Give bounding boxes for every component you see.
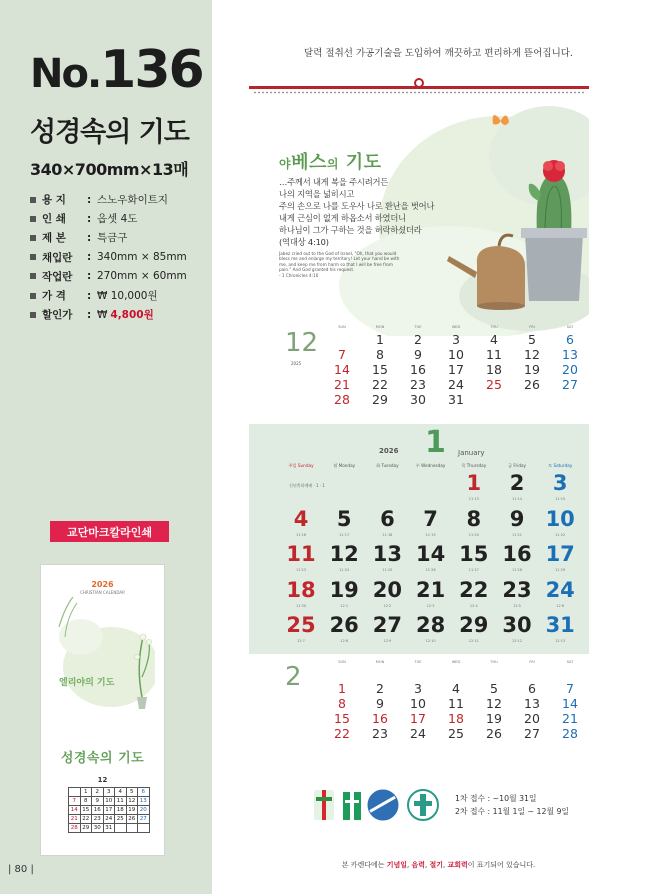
day-cell: 13 (524, 696, 540, 711)
prayer-english-line: pain." And God granted his request. (279, 267, 355, 273)
prayer-line: 주의 손으로 나를 도우사 나로 환난을 벗어나 (279, 201, 435, 212)
holiday-note: 신년축하예배 · 1 · 1 (289, 483, 325, 488)
day-cell: 3 (552, 471, 568, 495)
thumbnail-day-cell: 6 (138, 788, 150, 797)
spec-label: 할인가 (42, 309, 73, 322)
lunar-date: 12·9 (383, 639, 392, 643)
perforation-line (253, 91, 585, 94)
day-cell: 1 (466, 471, 482, 495)
thumbnail-day-cell: 17 (103, 806, 115, 815)
day-cell: 14 (415, 542, 446, 566)
day-cell: 21 (415, 577, 446, 602)
prayer-line: …주께서 내게 복을 주시려거든 (279, 177, 389, 187)
day-cell: 30 (410, 392, 426, 407)
day-cell: 24 (545, 577, 575, 602)
day-cell: 13 (372, 542, 402, 566)
spec-label: 인 쇄 (42, 213, 66, 226)
prayer-english-line: Jabez cried out to the God of Israel, "Oh, that you would (279, 250, 397, 256)
spec-value: 340mm × 85mm (97, 251, 187, 264)
lunar-date: 11·13 (468, 497, 479, 501)
day-cell: 31 (545, 613, 575, 637)
day-cell: 17 (448, 362, 464, 377)
prev-month-year: 2025 (291, 361, 302, 366)
day-cell: 2 (414, 332, 422, 347)
day-cell: 12 (524, 347, 540, 362)
spec-list (30, 190, 210, 324)
day-cell: 27 (372, 613, 402, 637)
prayer-line: 나의 지역을 넓히시고 (279, 189, 355, 200)
calendar-footnote: 본 카렌다에는 기념일, 음력, 절기, 교회력이 표기되어 있습니다. (341, 861, 536, 869)
thumbnail-day-cell: 10 (103, 797, 115, 806)
day-cell: 8 (376, 347, 384, 362)
prayer-english-line: bless me and enlarge my territory! Let your hand be with (279, 256, 400, 262)
day-cell: 26 (329, 613, 359, 637)
day-cell: 3 (452, 332, 460, 347)
lunar-date: 11·19 (425, 532, 436, 537)
day-cell: 12 (329, 542, 359, 566)
lunar-date: 12·6 (556, 603, 565, 608)
thumbnail-day-cell: 7 (69, 797, 81, 806)
weekday-label: WED (451, 325, 461, 329)
product-name: 성경속의 기도 (30, 117, 189, 148)
day-cell: 27 (524, 726, 540, 741)
thumbnail-day-cell: 13 (138, 797, 150, 806)
day-cell: 1 (376, 332, 384, 347)
day-cell: 9 (509, 506, 525, 531)
spec-value: ₩ (97, 308, 108, 321)
day-cell: 15 (334, 711, 350, 726)
day-cell: 18 (448, 711, 464, 726)
spec-label: 제 본 (42, 232, 66, 245)
day-cell: 4 (293, 506, 309, 531)
thumbnail-day-cell: 24 (103, 815, 115, 824)
day-cell: 4 (452, 681, 460, 696)
day-cell: 19 (486, 711, 502, 726)
thumbnail-day-cell: 1 (80, 788, 92, 797)
lunar-date: 11·26 (425, 568, 436, 572)
weekday-label: TUE (414, 660, 422, 664)
lunar-date: 11·30 (295, 603, 307, 608)
thumbnail-month: 12 (97, 776, 108, 784)
day-cell: 31 (448, 392, 464, 407)
day-cell: 20 (524, 711, 540, 726)
weekday-header: 월 Monday (333, 463, 356, 468)
bullet-square-icon (30, 273, 36, 279)
bullet-square-icon (30, 235, 36, 241)
spec-label: 가 격 (42, 290, 66, 303)
day-cell: 24 (448, 377, 464, 392)
day-cell: 10 (448, 347, 464, 362)
weekday-header: 목 Thursday (461, 463, 487, 468)
lunar-date: 12·2 (383, 603, 392, 608)
lunar-date: 12·4 (469, 603, 478, 608)
thumbnail-day-cell: 8 (80, 797, 92, 806)
day-cell: 2 (376, 681, 384, 696)
spec-separator: : (87, 308, 92, 321)
day-cell: 3 (414, 681, 422, 696)
day-cell: 27 (562, 377, 578, 392)
thumbnail-day-cell: 31 (103, 824, 115, 833)
lunar-date: 12·1 (340, 603, 349, 608)
thumbnail-day-cell: 19 (126, 806, 138, 815)
prayer-line: 내게 근심이 없게 하옵소서 하였더니 (279, 213, 406, 224)
thumbnail-day-cell: 2 (92, 788, 104, 797)
weekday-label: TUE (414, 325, 422, 329)
prayer-english-line: - 1 Chronicles 4:10 (279, 272, 319, 278)
spec-label: 작업란 (42, 270, 73, 283)
lunar-date: 11·20 (468, 532, 479, 537)
thumbnail-day-cell (126, 824, 138, 833)
thumbnail-week-row (69, 815, 150, 824)
day-cell: 8 (466, 506, 482, 531)
day-cell: 28 (415, 613, 446, 637)
spec-separator: : (87, 289, 92, 302)
day-cell: 15 (459, 542, 489, 566)
thumbnail-week-row (69, 806, 150, 815)
weekday-label: SUN (338, 660, 346, 664)
weekday-header: 토 Saturday (548, 463, 573, 468)
thumbnail-day-cell: 4 (115, 788, 127, 797)
bullet-square-icon (30, 312, 36, 318)
thumbnail-subtitle: CHRISTIAN CALENDAR (80, 590, 125, 595)
day-cell: 23 (372, 726, 388, 741)
day-cell: 11 (486, 347, 502, 362)
day-cell: 21 (562, 711, 578, 726)
day-cell: 15 (372, 362, 388, 377)
weekday-label: WED (451, 660, 461, 664)
lunar-date: 12·3 (426, 603, 435, 608)
main-month-number: 1 (425, 425, 446, 460)
day-cell: 11 (286, 542, 316, 566)
day-cell: 18 (286, 577, 316, 602)
order-schedule: 1차 접수 : ~10월 31일 2차 접수 : 11월 1일 ~ 12월 9일 (455, 794, 569, 816)
day-cell: 29 (459, 613, 489, 637)
weekday-label: MON (375, 660, 385, 664)
prayer-english (279, 251, 479, 279)
prayer-title: 야베스의 기도 (279, 152, 382, 173)
weekday-label: SUN (338, 325, 346, 329)
thumbnail-day-cell: 29 (80, 824, 92, 833)
intro-text: 달력 절취선 가공기술을 도입하여 깨끗하고 편리하게 뜯어집니다. (304, 48, 573, 59)
day-cell: 19 (524, 362, 540, 377)
bullet-square-icon (30, 216, 36, 222)
page-number: | 80 | (8, 864, 34, 875)
next-month-number: 2 (285, 662, 302, 692)
logo-globe-cross-icon (408, 790, 438, 820)
weekday-label: THU (490, 660, 498, 664)
thumbnail-week-row (69, 797, 150, 806)
spec-row (30, 305, 210, 324)
logo-cross-icon (314, 790, 334, 820)
weekday-label: SAT (566, 325, 574, 329)
thumbnail-day-cell (69, 788, 81, 797)
thumbnail-day-cell: 15 (80, 806, 92, 815)
prayer-line: (역대상 4:10) (279, 237, 329, 248)
logo-circle-icon (368, 790, 398, 820)
day-cell: 21 (334, 377, 350, 392)
weekday-label: MON (375, 325, 385, 329)
lunar-date: 11·28 (511, 568, 523, 572)
spec-row (30, 267, 210, 286)
thumbnail-week-row (69, 788, 150, 797)
lunar-date: 12·11 (468, 639, 479, 643)
day-cell: 7 (566, 681, 574, 696)
day-cell: 5 (528, 332, 536, 347)
day-cell: 28 (562, 726, 578, 741)
lunar-date: 11·21 (511, 532, 523, 537)
day-cell: 17 (545, 542, 575, 566)
spec-value: 스노우화이트지 (97, 194, 169, 207)
thumbnail-prayer-title: 엘리야의 기도 (59, 678, 115, 688)
thumbnail-day-cell: 5 (126, 788, 138, 797)
lunar-date: 11·22 (555, 532, 566, 537)
lunar-date: 11·29 (555, 568, 566, 572)
calendar-thumbnail (40, 564, 165, 856)
thumbnail-day-cell: 18 (115, 806, 127, 815)
lunar-date: 11·14 (511, 497, 523, 501)
spec-highlight: 4,800원 (110, 309, 154, 322)
thumbnail-month-grid (68, 787, 150, 833)
spec-row (30, 190, 210, 209)
spec-row (30, 248, 210, 267)
day-cell: 28 (334, 392, 350, 407)
thumbnail-week-row (69, 824, 150, 833)
next-month-calendar (249, 656, 589, 756)
day-cell: 11 (448, 696, 464, 711)
thumbnail-day-cell: 16 (92, 806, 104, 815)
lunar-date: 12·5 (513, 603, 521, 608)
day-cell: 22 (372, 377, 388, 392)
weekday-label: THU (490, 325, 498, 329)
lunar-date: 11·15 (555, 497, 566, 501)
lunar-date: 11·23 (295, 568, 307, 572)
day-cell: 25 (286, 613, 316, 637)
lunar-date: 11·24 (339, 568, 350, 572)
lunar-date: 12·7 (297, 639, 305, 643)
day-cell: 18 (486, 362, 502, 377)
day-cell: 10 (410, 696, 426, 711)
day-cell: 22 (334, 726, 350, 741)
thumbnail-day-cell: 3 (103, 788, 115, 797)
thumbnail-day-cell: 21 (69, 815, 81, 824)
day-cell: 13 (562, 347, 578, 362)
thumbnail-day-cell: 20 (138, 806, 150, 815)
weekday-header: 화 Tuesday (376, 463, 399, 468)
thumbnail-day-cell: 27 (138, 815, 150, 824)
lunar-date: 11·18 (382, 532, 393, 537)
spec-separator: : (87, 212, 92, 225)
thumbnail-day-cell: 14 (69, 806, 81, 815)
day-cell: 6 (566, 332, 574, 347)
product-info-panel (0, 0, 212, 894)
prev-month-number: 12 (285, 328, 319, 358)
day-cell: 2 (509, 471, 525, 495)
lunar-date: 12·8 (340, 639, 349, 643)
day-cell: 9 (376, 696, 384, 711)
day-cell: 7 (423, 506, 438, 531)
lunar-date: 12·13 (555, 639, 566, 643)
spec-separator: : (87, 231, 92, 244)
spec-label: 용 지 (42, 194, 66, 207)
thumbnail-day-cell: 22 (80, 815, 92, 824)
bullet-square-icon (30, 197, 36, 203)
day-cell: 26 (486, 726, 502, 741)
main-month-name: January (458, 449, 485, 457)
day-cell: 26 (524, 377, 540, 392)
bullet-square-icon (30, 254, 36, 260)
spec-value: 옵셋 4도 (97, 213, 138, 226)
model-number: No.136 (30, 40, 203, 100)
calendar-preview (249, 86, 589, 840)
product-size: 340×700mm×13매 (30, 160, 189, 179)
hanger-ring-icon (414, 78, 424, 88)
lunar-date: 11·25 (382, 568, 393, 572)
day-cell: 25 (486, 377, 502, 392)
artwork-section (249, 96, 589, 336)
day-cell: 19 (329, 577, 359, 602)
weekday-label: FRI (529, 660, 535, 664)
day-cell: 22 (459, 577, 489, 602)
spec-value: 270mm × 60mm (97, 270, 187, 283)
lunar-date: 12·10 (425, 639, 436, 643)
day-cell: 20 (562, 362, 578, 377)
lunar-date: 11·16 (295, 532, 307, 537)
logo-h-cross-icon (343, 790, 361, 820)
thumbnail-day-cell: 11 (115, 797, 127, 806)
day-cell: 10 (545, 506, 575, 531)
day-cell: 9 (414, 347, 422, 362)
prayer-text (279, 176, 479, 278)
brand-badge: 교단마크칼라인쇄 (50, 521, 169, 542)
day-cell: 6 (528, 681, 536, 696)
day-cell: 23 (410, 377, 426, 392)
main-month-calendar (249, 424, 589, 654)
thumbnail-day-cell: 30 (92, 824, 104, 833)
day-cell: 30 (502, 613, 532, 637)
thumbnail-plant-illustration (51, 597, 155, 717)
prev-month-calendar (249, 322, 589, 414)
lunar-date: 11·27 (468, 568, 479, 572)
spec-row (30, 209, 210, 228)
weekday-header: 수 Wednesday (415, 463, 446, 468)
spec-value: 특금구 (97, 232, 128, 245)
spec-row (30, 228, 210, 247)
day-cell: 14 (562, 696, 578, 711)
thumbnail-year: 2026 (91, 580, 114, 589)
thumbnail-day-cell: 9 (92, 797, 104, 806)
spec-row (30, 286, 210, 305)
denomination-logos (311, 786, 451, 822)
spec-separator: : (87, 193, 92, 206)
day-cell: 23 (502, 577, 532, 602)
thumbnail-day-cell: 28 (69, 824, 81, 833)
bullet-square-icon (30, 293, 36, 299)
day-cell: 16 (372, 711, 388, 726)
weekday-header: 주일 Sunday (288, 463, 314, 468)
day-cell: 16 (502, 542, 532, 566)
thumbnail-day-cell: 12 (126, 797, 138, 806)
lunar-date: 11·17 (339, 532, 350, 537)
prayer-line: 하나님이 그가 구하는 것을 허락하셨더라 (279, 225, 422, 236)
day-cell: 5 (336, 506, 352, 531)
day-cell: 7 (338, 347, 346, 362)
day-cell: 8 (338, 696, 346, 711)
day-cell: 24 (410, 726, 426, 741)
thumbnail-day-cell (115, 824, 127, 833)
spec-separator: : (87, 270, 92, 283)
thumbnail-day-cell: 23 (92, 815, 104, 824)
day-cell: 16 (410, 362, 426, 377)
spec-value: ₩ 10,000원 (97, 290, 158, 303)
thumbnail-day-cell: 26 (126, 815, 138, 824)
weekday-label: FRI (529, 325, 535, 329)
day-cell: 12 (486, 696, 502, 711)
prayer-english-line: me, and keep me from harm so that I will be free from (279, 261, 393, 267)
day-cell: 14 (334, 362, 350, 377)
day-cell: 29 (372, 392, 388, 407)
day-cell: 6 (380, 506, 395, 531)
thumbnail-day-cell (138, 824, 150, 833)
day-cell: 20 (372, 577, 402, 602)
day-cell: 25 (448, 726, 464, 741)
day-cell: 1 (338, 681, 346, 696)
spec-label: 채입란 (42, 251, 73, 264)
lunar-date: 12·12 (511, 639, 523, 643)
day-cell: 4 (490, 332, 498, 347)
day-cell: 5 (490, 681, 498, 696)
spec-separator: : (87, 251, 92, 264)
weekday-label: SAT (566, 660, 574, 664)
thumbnail-day-cell: 25 (115, 815, 127, 824)
thumbnail-title: 성경속의 기도 (60, 751, 145, 766)
day-cell: 17 (410, 711, 426, 726)
main-year: 2026 (379, 447, 399, 455)
weekday-header: 금 Friday (507, 463, 527, 468)
